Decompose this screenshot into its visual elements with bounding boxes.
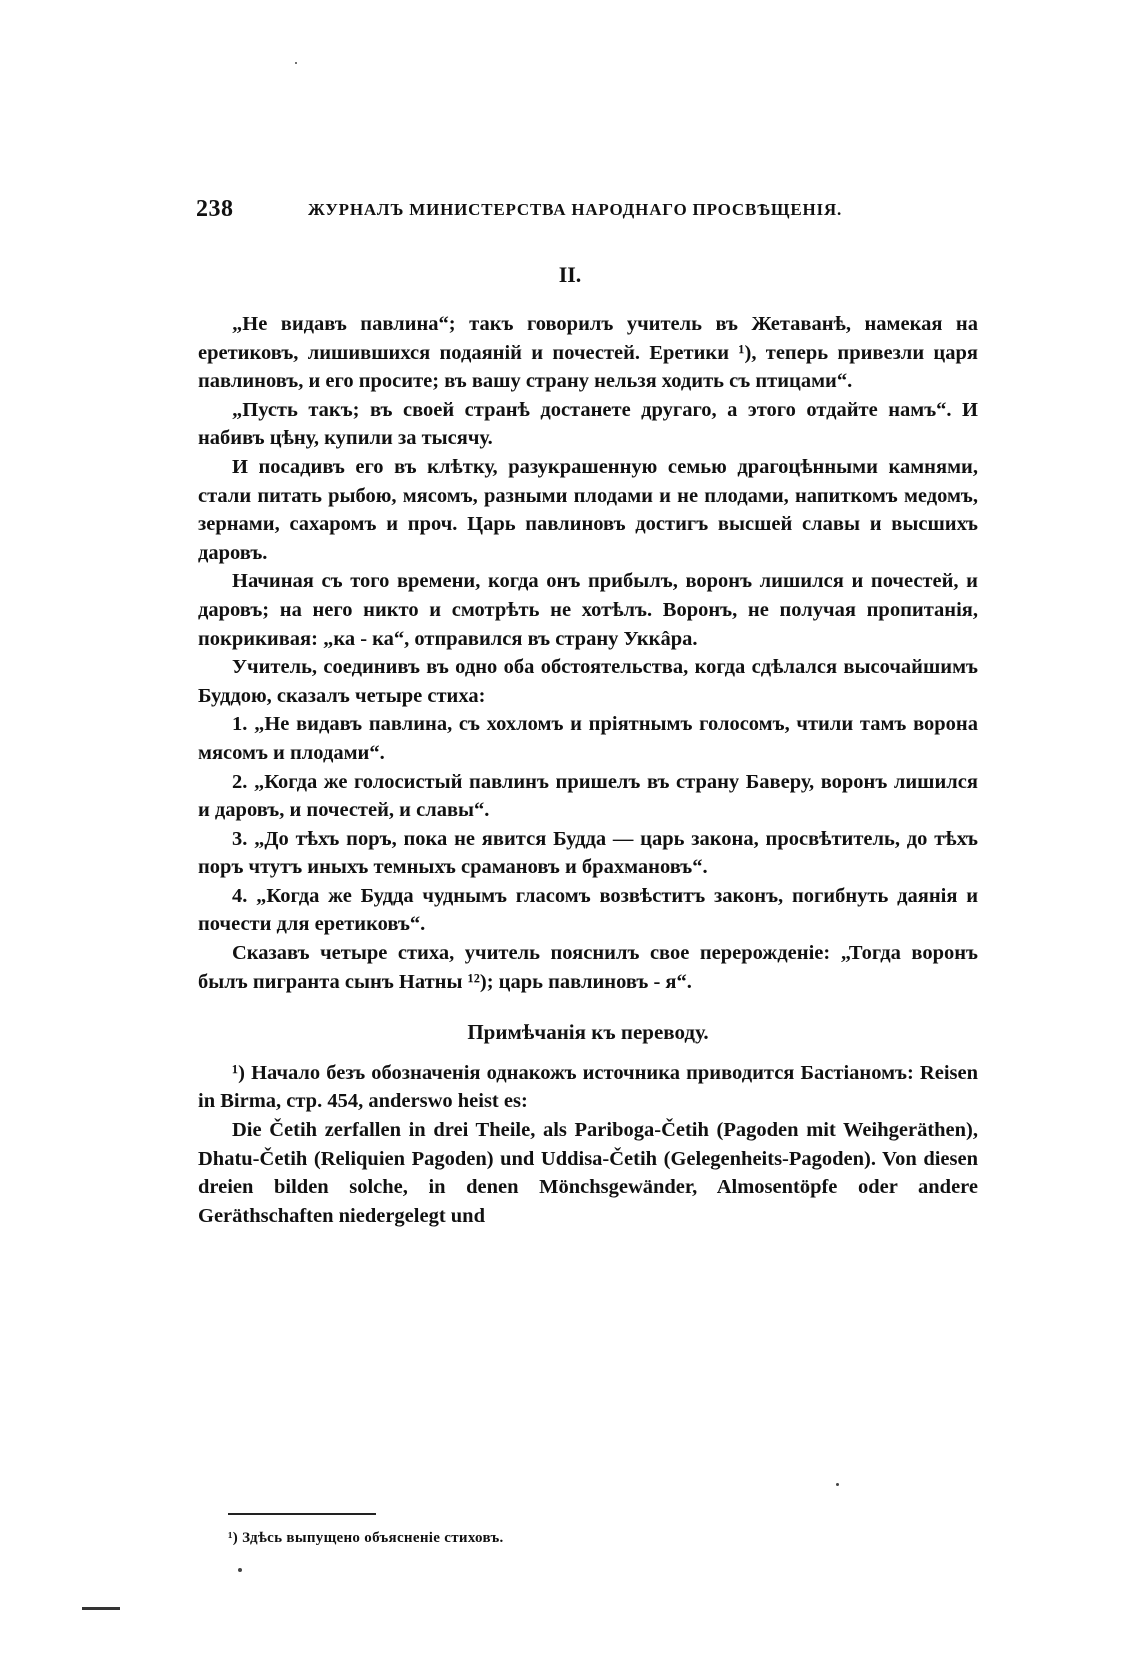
paragraph: „Не видавъ павлина“; такъ говорилъ учитель въ Жетаванѣ, намекая на еретиковъ, лишившихся подаяній и почестей. Еретики ¹), теперь привезли царя павлиновъ, и его просите; въ вашу страну нельзя ходить съ птицами“. (198, 313, 978, 393)
running-head (196, 196, 976, 230)
page-number: 238 (196, 196, 234, 222)
note-item: ¹) Начало безъ обозначенія однакожъ источника приводится Бастіаномъ: Reisen in Birma, стр. 454, anderswo heist es: (198, 1061, 978, 1113)
footnote-divider (228, 1513, 376, 1515)
note-item: Die Četih zerfallen in drei Theile, als Pariboga-Četih (Pagoden mit Weihgeräthen), Dhatu-Četih (Reliquien Pagoden) und Uddisa-Četih (Gelegenheits-Pagoden). Von diesen dreien bilden solche, in denen Mönchsgewänder, Almosentöpfe oder andere Geräthschaften niedergelegt und (198, 1119, 978, 1227)
verse-3: 3. „До тѣхъ поръ, пока не явится Будда — царь закона, просвѣтитель, до тѣхъ поръ чтутъ иныхъ темныхъ срамановъ и брахмановъ“. (198, 827, 978, 879)
paragraph: Сказавъ четыре стиха, учитель пояснилъ свое перерожденіе: „Тогда воронъ былъ пигранта сынъ Натны ¹²); царь павлиновъ - я“. (198, 942, 978, 993)
verse-4: 4. „Когда же Будда чуднымъ гласомъ возвѣститъ законъ, погибнуть даянія и почести для еретиковъ“. (198, 884, 978, 936)
paragraph: Учитель, соединивъ въ одно оба обстоятельства, когда сдѣлался высочайшимъ Буддою, сказалъ четыре стиха: (198, 656, 978, 707)
verse-1: 1. „Не видавъ павлина, съ хохломъ и пріятнымъ голосомъ, чтили тамъ ворона мясомъ и плодами“. (198, 713, 978, 764)
section-heading: II. (558, 262, 582, 287)
print-speck (836, 1483, 839, 1486)
verse-2: 2. „Когда же голосистый павлинъ пришелъ въ страну Баверу, воронъ лишился и даровъ, и почестей, и славы“. (198, 770, 978, 822)
print-speck (295, 62, 297, 64)
journal-title: ЖУРНАЛЪ МИНИСТЕРСТВА НАРОДНАГО ПРОСВѢЩЕНІЯ. (308, 200, 843, 219)
paragraph: „Пусть такъ; въ своей странѣ достанете другаго, а этого отдайте намъ“. И набивъ цѣну, купили за тысячу. (198, 398, 978, 450)
body-text (198, 310, 978, 1230)
margin-mark (82, 1607, 120, 1610)
footnote: ¹) Здѣсь выпущено объясненіе стиховъ. (228, 1530, 504, 1546)
print-speck (238, 1568, 242, 1572)
paragraph: И посадивъ его въ клѣтку, разукрашенную семью драгоцѣнными камнями, стали питать рыбою, мясомъ, разными плодами и не плодами, напиткомъ медомъ, зернами, сахаромъ и проч. Царь павлиновъ достигъ высшей славы и высшихъ даровъ. (198, 455, 978, 564)
paragraph: Начиная съ того времени, когда онъ прибылъ, воронъ лишился и почестей, и даровъ; на него никто и смотрѣть не хотѣлъ. Воронъ, не получая пропитанія, покрикивая: „ка - ка“, отправился въ страну Уккâра. (198, 570, 978, 650)
notes-heading: Примѣчанія къ переводу. (467, 1020, 709, 1045)
